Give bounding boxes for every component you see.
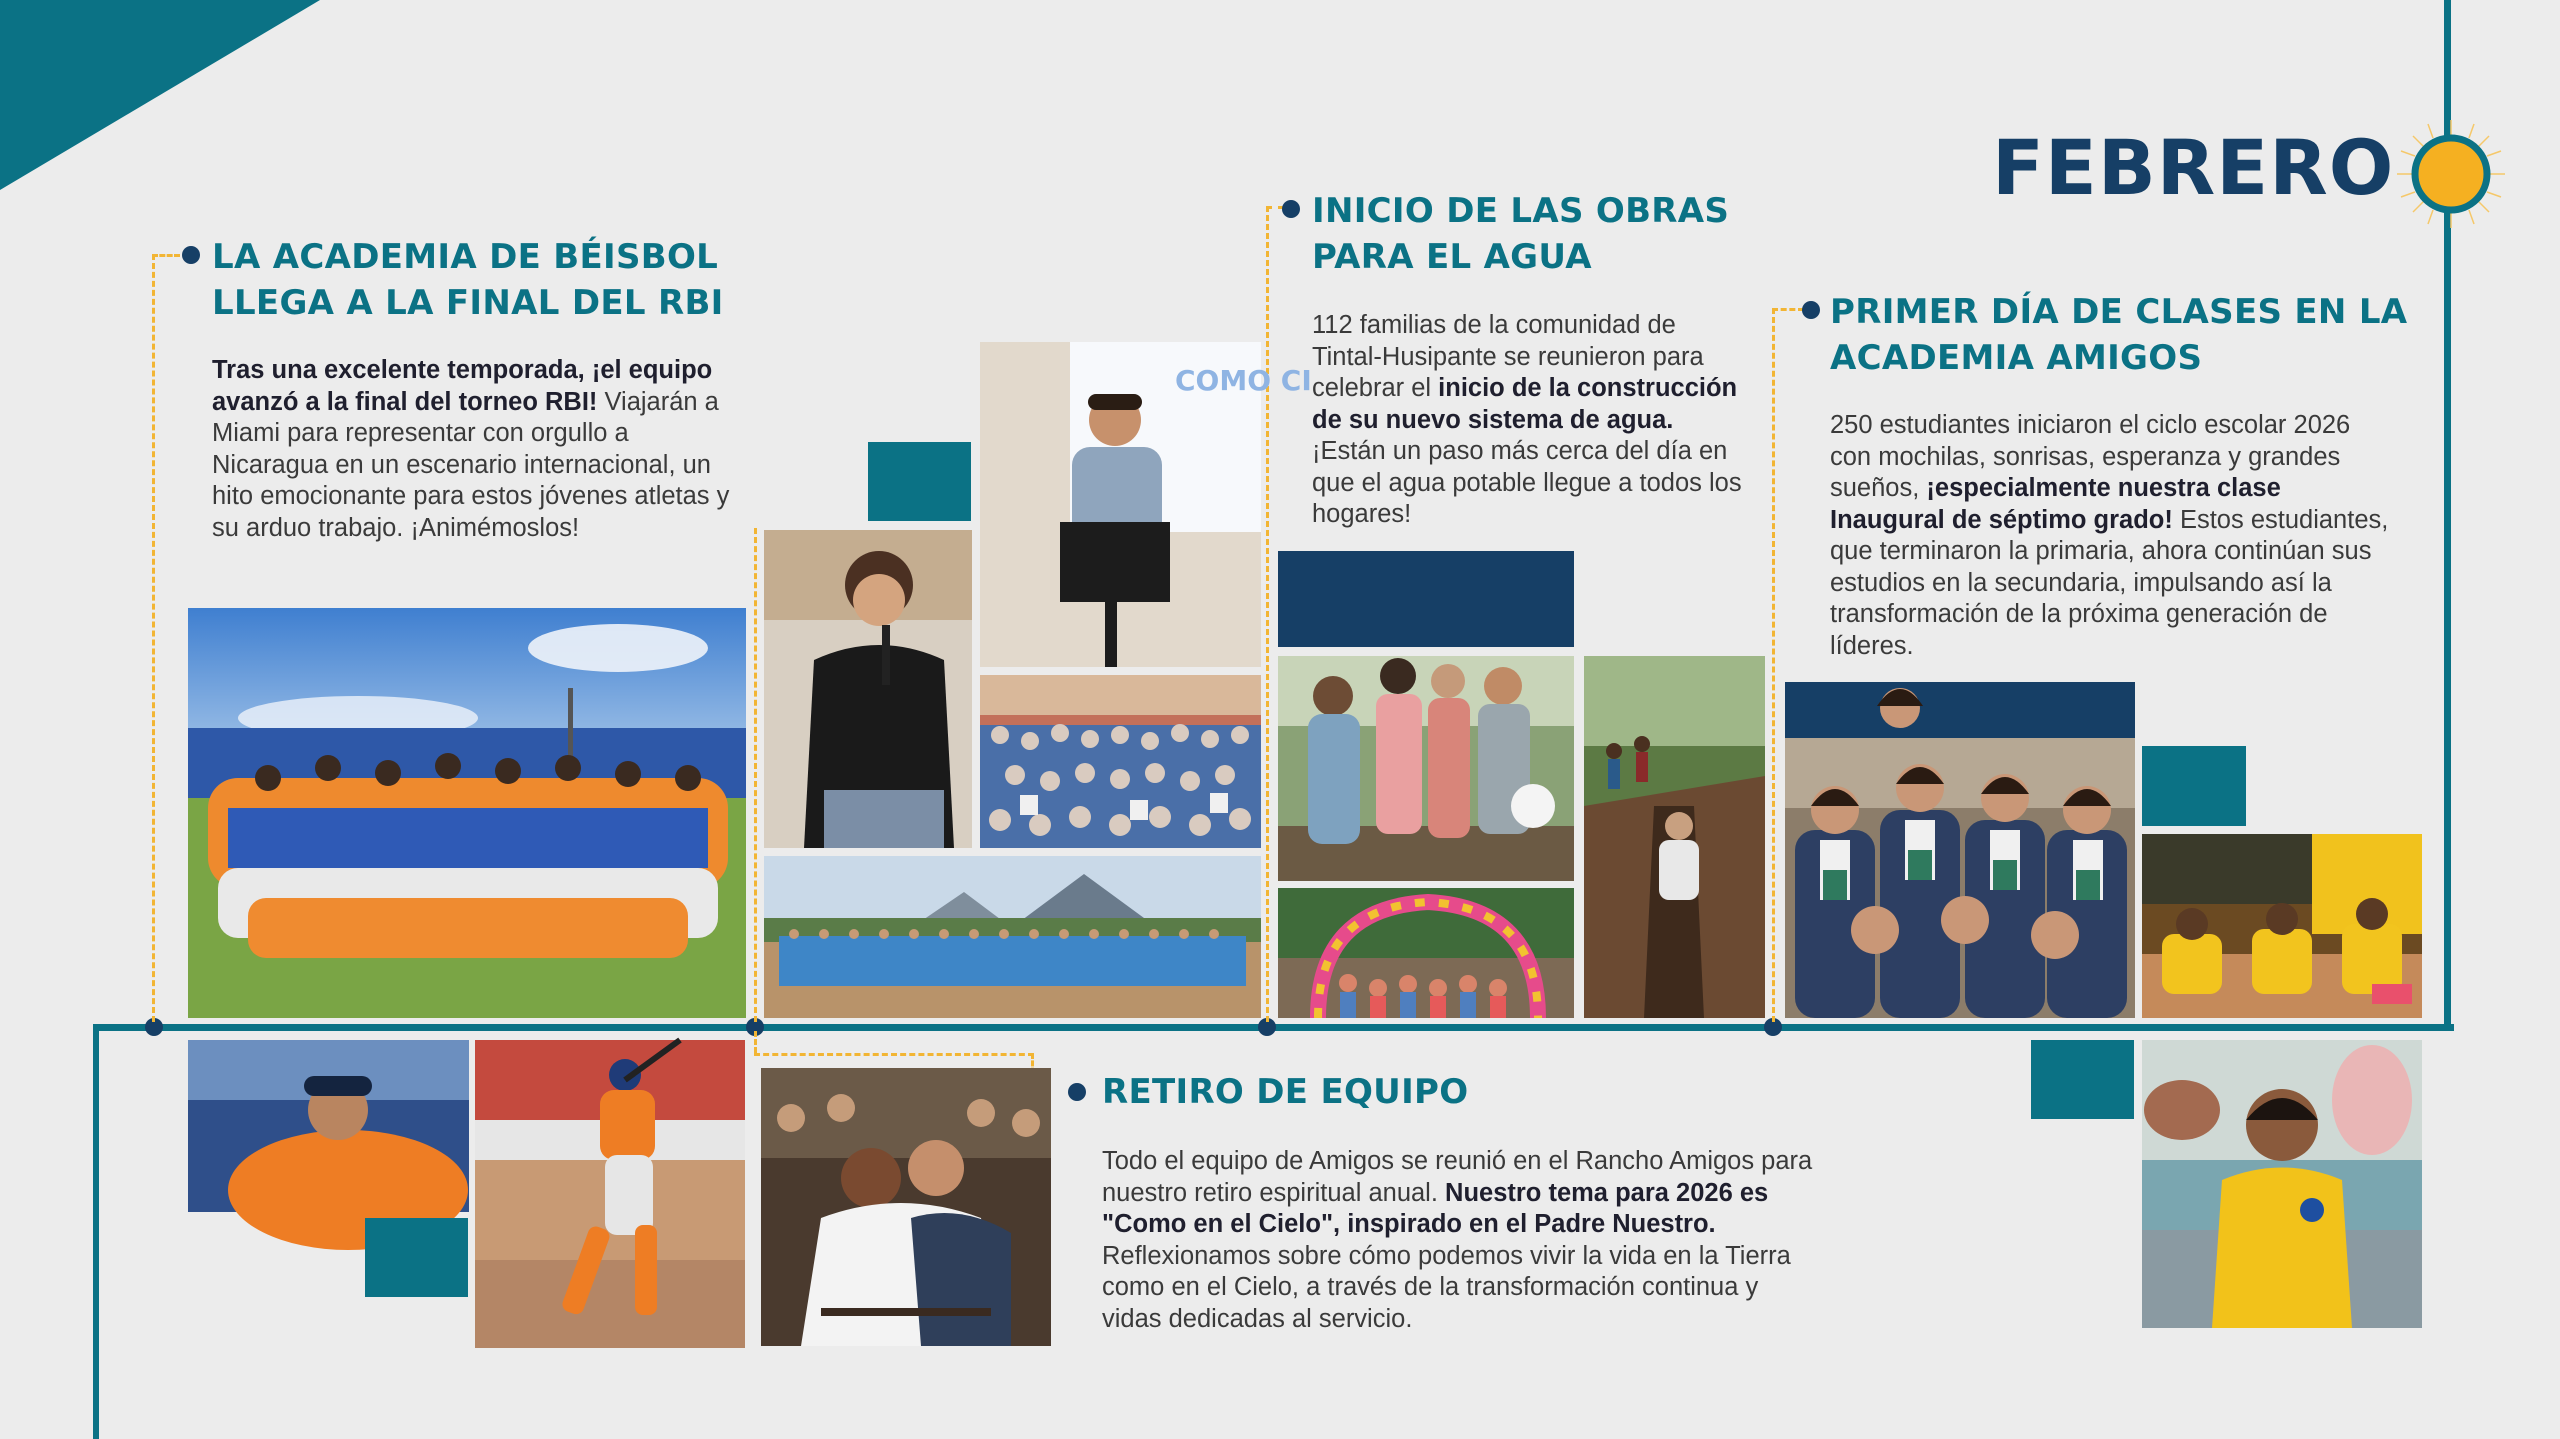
section-bold-text: Nuestro tema para 2026 es "Como en el Cielo", inspirado en el Padre Nuestro. <box>1102 1178 1769 1238</box>
baseball-team-photo <box>188 608 746 1018</box>
man-speaker-photo <box>980 342 1312 667</box>
timeline-left-line <box>93 1024 99 1439</box>
crowd-photo <box>980 675 1261 848</box>
section-bold-text: inicio de la construcción de su nuevo sistema de agua. <box>1312 374 1738 434</box>
section-text-retreat <box>1102 1146 1817 1335</box>
decor-rect <box>1278 551 1574 647</box>
connector-line <box>1772 308 1775 1022</box>
sun-icon <box>2395 118 2507 230</box>
section-body-text: Todo el equipo de Amigos se reunió en el Rancho Amigos para nuestro retiro espiritual anual. <box>1102 1147 1813 1207</box>
player-smiling-photo <box>188 1040 469 1212</box>
section-text-baseball <box>212 355 732 544</box>
team-hug-photo <box>761 1068 1051 1346</box>
section-title-baseball: LA ACADEMIA DE BÉISBOL LLEGA A LA FINAL DEL RBI <box>212 237 724 323</box>
section-body-text: Reflexionamos sobre cómo podemos vivir la vida en la Tierra como en el Cielo, a través de la transformación continua y vidas dedicadas al servicio. <box>1102 1241 1791 1333</box>
trench-digging-photo <box>1584 656 1765 1018</box>
banner-text: COMO CI <box>1175 364 1312 397</box>
students-writing-photo <box>2142 834 2422 1018</box>
section-body-text: Estos estudiantes, que terminaron la primaria, ahora continúan sus estudios en la secundaria, impulsando así la transformación de la próxima generación de líderes. <box>1830 505 2389 660</box>
connector-line <box>754 1053 1034 1056</box>
section-body-text: 112 familias de la comunidad de Tintal-Husipante se reunieron para celebrar el <box>1312 311 1704 402</box>
section-text-water <box>1312 310 1752 531</box>
title-dot-icon <box>1068 1083 1086 1101</box>
connector-line <box>1772 308 1804 311</box>
page-title: FEBRERO <box>1992 123 2395 212</box>
balloon-arch-photo <box>1278 888 1574 1018</box>
section-bold-text: ¡especialmente nuestra clase Inaugural de séptimo grado! <box>1830 474 2281 534</box>
batter-photo <box>475 1040 745 1348</box>
connector-line <box>1266 206 1269 1022</box>
section-body-text: Viajarán a Miami para representar con orgullo a Nicaragua en un escenario internacional, un hito emocionante para estos jóvenes atletas y su arduo trabajo. ¡Animémoslos! <box>212 387 730 542</box>
decor-square <box>2031 1040 2134 1119</box>
community-women-photo <box>1278 656 1574 881</box>
staff-group-photo <box>764 856 1261 1018</box>
connector-line <box>754 1031 757 1053</box>
connector-line <box>754 528 757 1022</box>
connector-line <box>152 254 155 1022</box>
corner-triangle <box>0 0 320 190</box>
section-title-water: INICIO DE LAS OBRAS PARA EL AGUA <box>1312 191 1730 277</box>
students-photo <box>1785 680 2135 1018</box>
section-title-retreat: RETIRO DE EQUIPO <box>1102 1072 1469 1112</box>
section-title-school: PRIMER DÍA DE CLASES EN LA ACADEMIA AMIGOS <box>1830 292 2408 378</box>
section-bold-text: Tras una excelente temporada, ¡el equipo avanzó a la final del torneo RBI! <box>212 356 713 416</box>
title-dot-icon <box>1282 200 1300 218</box>
decor-square <box>868 442 971 521</box>
title-dot-icon <box>1802 301 1820 319</box>
boy-yellow-shirt-photo <box>2142 1040 2422 1328</box>
decor-square <box>365 1218 468 1297</box>
connector-line <box>152 254 180 257</box>
section-body-text: ¡Están un paso más cerca del día en que el agua potable llegue a todos los hogares! <box>1312 437 1742 528</box>
section-text-school <box>1830 410 2390 662</box>
section-body-text: 250 estudiantes iniciaron el ciclo escolar 2026 con mochilas, sonrisas, esperanza y grandes sueños, <box>1830 411 2351 502</box>
title-dot-icon <box>182 246 200 264</box>
decor-square <box>2142 746 2246 826</box>
woman-speaker-photo <box>764 530 972 848</box>
